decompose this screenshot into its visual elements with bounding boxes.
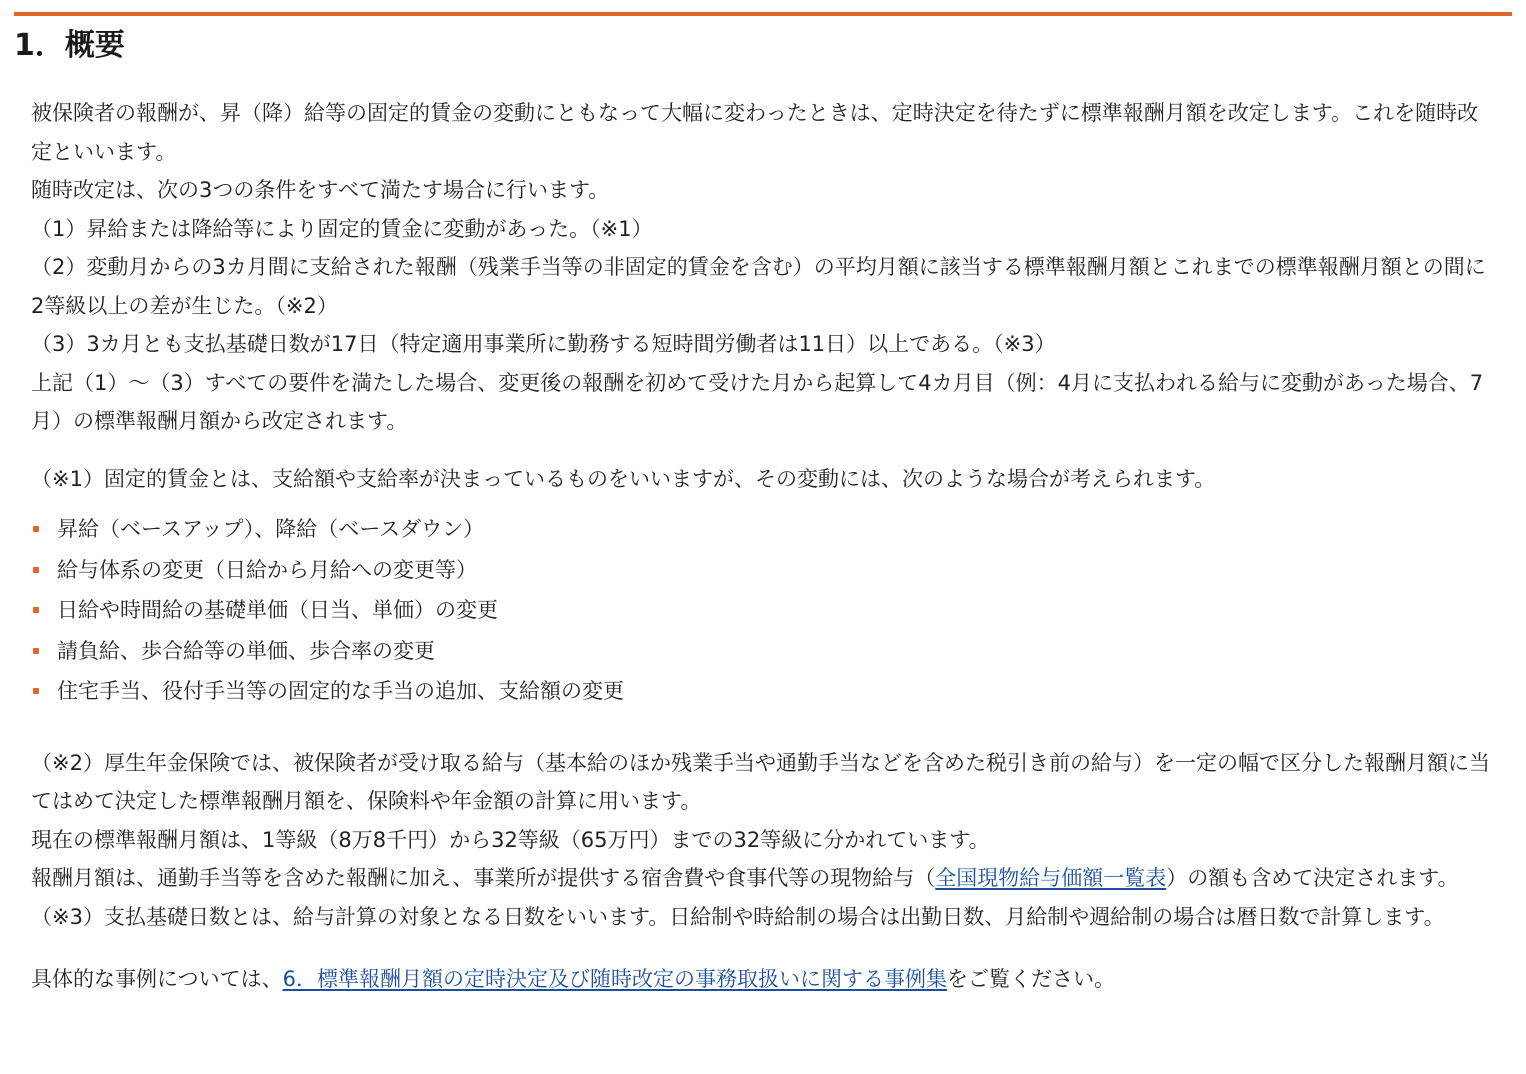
list-item (31, 671, 1496, 712)
section-top-rule (14, 12, 1512, 16)
list-item (31, 509, 1496, 550)
bullet-icon (33, 648, 39, 654)
list-item-text: 昇給（ベースアップ）、降給（ベースダウン） (57, 517, 485, 541)
revision-timing-paragraph: 上記（1）～（3）すべての要件を満たした場合、変更後の報酬を初めて受けた月から起算して4カ月目（例：4月に支払われる給与に変動があった場合、7月）の標準報酬月額から改定されます。 (31, 370, 1484, 433)
intro-conditions-lead: 随時改定は、次の3つの条件をすべて満たす場合に行います。 (31, 178, 610, 202)
bullet-icon (33, 607, 39, 613)
list-item (31, 550, 1496, 591)
note-1-list (31, 509, 1496, 712)
condition-2: （2）変動月からの3カ月間に支給された報酬（残業手当等の非固定的賃金を含む）の平均月額に該当する標準報酬月額とこれまでの標準報酬月額との間に2等級以上の差が生じた。（※2） (31, 255, 1486, 318)
list-item-text: 請負給、歩合給等の単価、歩合率の変更 (57, 638, 435, 663)
bullet-icon (33, 526, 39, 532)
remuneration-text-before: 報酬月額は、通勤手当等を含めた報酬に加え、事業所が提供する宿舎費や食事代等の現物給与（ (31, 866, 936, 890)
section-heading: 1．概要 (14, 28, 125, 63)
condition-1: （1）昇給または降給等により固定的賃金に変動があった。（※1） (31, 216, 653, 241)
list-item (31, 590, 1496, 631)
list-item-text: 給与体系の変更（日給から月給への変更等） (57, 557, 477, 582)
case-examples-text (31, 960, 1496, 999)
in-kind-benefit-table-link[interactable]: 全国現物給与価額一覧表 (935, 866, 1167, 890)
note-2-text: （※2）厚生年金保険では、被保険者が受け取る給与（基本給のほか残業手当や通勤手当などを含めた税引き前の給与）を一定の幅で区分した報酬月額に当てはめて決定した標準報酬月額を、保険料や年金額の計算に用います。 (31, 750, 1490, 813)
case-examples-link[interactable]: 6．標準報酬月額の定時決定及び随時改定の事務取扱いに関する事例集 (282, 967, 947, 991)
list-item-text: 住宅手当、役付手当等の固定的な手当の追加、支給額の変更 (57, 679, 624, 703)
list-item (31, 631, 1496, 672)
list-item-text: 日給や時間給の基礎単価（日当、単価）の変更 (57, 598, 498, 622)
intro-paragraph: 被保険者の報酬が、昇（降）給等の固定的賃金の変動にともなって大幅に変わったときは、定時決定を待たずに標準報酬月額を改定します。これを随時改定といいます。 (31, 101, 1479, 164)
remuneration-text (31, 859, 1496, 898)
remuneration-text-after: ）の額も含めて決定されます。 (1166, 866, 1459, 890)
note-3-text: （※3）支払基礎日数とは、給与計算の対象となる日数をいいます。日給制や時給制の場合は出勤日数、月給制や週給制の場合は暦日数で計算します。 (31, 904, 1445, 929)
note-1-text: （※1）固定的賃金とは、支給額や支給率が決まっているものをいいますが、その変動には、次のような場合が考えられます。 (31, 466, 1216, 491)
case-examples-after: をご覧ください。 (946, 967, 1115, 991)
condition-3: （3）3カ月とも支払基礎日数が17日（特定適用事業所に勤務する短時間労働者は11日）以上である。（※3） (31, 332, 1056, 356)
case-examples-before: 具体的な事例については、 (31, 967, 283, 991)
bullet-icon (33, 688, 39, 694)
section-content (31, 94, 1496, 999)
grade-range-text: 現在の標準報酬月額は、1等級（8万8千円）から32等級（65万円）までの32等級に分かれています。 (31, 827, 990, 852)
bullet-icon (33, 567, 39, 573)
